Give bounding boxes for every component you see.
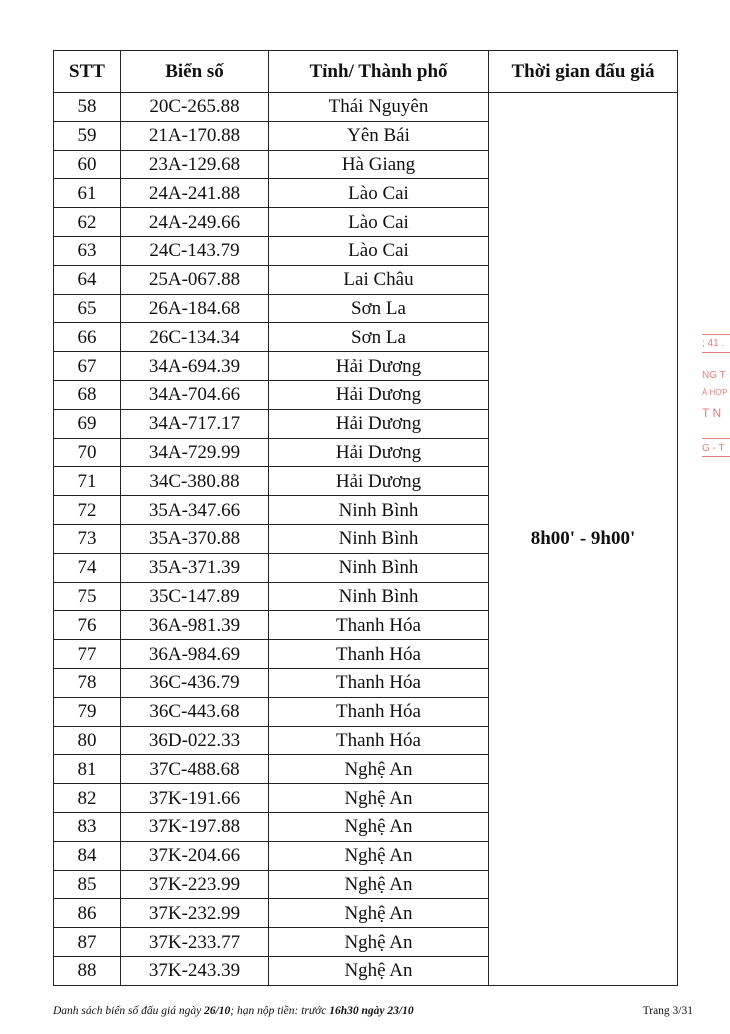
province-cell: Nghệ An (269, 755, 489, 784)
footer-note: Danh sách biển số đấu giá ngày 26/10; hạn nộp tiền: trước 16h30 ngày 23/10 (53, 1005, 414, 1017)
plate-number-cell: 24A-249.66 (121, 208, 269, 237)
province-cell: Nghệ An (269, 812, 489, 841)
province-cell: Lào Cai (269, 236, 489, 265)
province-cell: Nghệ An (269, 841, 489, 870)
red-stamp-fragment (702, 330, 730, 465)
stamp-line-2: NG T (702, 370, 726, 381)
stt-cell: 86 (54, 899, 121, 928)
plate-number-cell: 25A-067.88 (121, 265, 269, 294)
stt-cell: 81 (54, 755, 121, 784)
plate-number-cell: 34A-717.17 (121, 409, 269, 438)
province-cell: Thanh Hóa (269, 611, 489, 640)
plate-number-cell: 26A-184.68 (121, 294, 269, 323)
plate-number-cell: 37K-243.39 (121, 956, 269, 985)
stt-cell: 74 (54, 553, 121, 582)
plate-number-cell: 35A-371.39 (121, 553, 269, 582)
province-cell: Thái Nguyên (269, 93, 489, 122)
auction-date: 26/10 (204, 1005, 231, 1017)
page-number: Trang 3/31 (642, 1005, 693, 1017)
province-cell: Hải Dương (269, 352, 489, 381)
stt-cell: 63 (54, 236, 121, 265)
stt-cell: 59 (54, 121, 121, 150)
stt-cell: 70 (54, 438, 121, 467)
stamp-line-5: G - T (702, 443, 725, 454)
province-cell: Ninh Bình (269, 553, 489, 582)
table-row (54, 93, 678, 122)
plate-number-cell: 23A-129.68 (121, 150, 269, 179)
stt-cell: 85 (54, 870, 121, 899)
stamp-line-4: T N (702, 406, 722, 420)
auction-plates-table (53, 50, 678, 986)
header-province: Tỉnh/ Thành phố (269, 51, 489, 93)
stt-cell: 73 (54, 524, 121, 553)
plate-number-cell: 36A-981.39 (121, 611, 269, 640)
province-cell: Hải Dương (269, 380, 489, 409)
province-cell: Lai Châu (269, 265, 489, 294)
plate-number-cell: 36D-022.33 (121, 726, 269, 755)
province-cell: Thanh Hóa (269, 640, 489, 669)
province-cell: Nghệ An (269, 928, 489, 957)
stt-cell: 68 (54, 380, 121, 409)
stt-cell: 72 (54, 496, 121, 525)
plate-number-cell: 24A-241.88 (121, 179, 269, 208)
plate-number-cell: 37K-197.88 (121, 812, 269, 841)
province-cell: Thanh Hóa (269, 697, 489, 726)
stt-cell: 58 (54, 93, 121, 122)
header-plate-number: Biển số (121, 51, 269, 93)
stt-cell: 66 (54, 323, 121, 352)
stt-cell: 71 (54, 467, 121, 496)
stt-cell: 65 (54, 294, 121, 323)
stamp-line-1: ; 41 . (702, 338, 725, 349)
stamp-line-3: À HỢP (702, 388, 728, 397)
plate-number-cell: 34C-380.88 (121, 467, 269, 496)
stt-cell: 75 (54, 582, 121, 611)
plate-number-cell: 26C-134.34 (121, 323, 269, 352)
plate-number-cell: 37K-223.99 (121, 870, 269, 899)
plate-number-cell: 37K-233.77 (121, 928, 269, 957)
province-cell: Nghệ An (269, 870, 489, 899)
stt-cell: 80 (54, 726, 121, 755)
plate-number-cell: 35A-370.88 (121, 524, 269, 553)
stt-cell: 67 (54, 352, 121, 381)
province-cell: Ninh Bình (269, 496, 489, 525)
stt-cell: 64 (54, 265, 121, 294)
stt-cell: 69 (54, 409, 121, 438)
stt-cell: 83 (54, 812, 121, 841)
plate-number-cell: 20C-265.88 (121, 93, 269, 122)
plate-number-cell: 24C-143.79 (121, 236, 269, 265)
province-cell: Ninh Bình (269, 524, 489, 553)
stt-cell: 79 (54, 697, 121, 726)
plate-number-cell: 36A-984.69 (121, 640, 269, 669)
province-cell: Sơn La (269, 294, 489, 323)
plate-number-cell: 34A-704.66 (121, 380, 269, 409)
province-cell: Nghệ An (269, 784, 489, 813)
stt-cell: 77 (54, 640, 121, 669)
payment-deadline: 16h30 ngày 23/10 (329, 1005, 414, 1017)
stt-cell: 78 (54, 668, 121, 697)
plate-number-cell: 21A-170.88 (121, 121, 269, 150)
stt-cell: 61 (54, 179, 121, 208)
province-cell: Lào Cai (269, 208, 489, 237)
plate-number-cell: 37C-488.68 (121, 755, 269, 784)
plate-number-cell: 34A-694.39 (121, 352, 269, 381)
header-stt: STT (54, 51, 121, 93)
stt-cell: 62 (54, 208, 121, 237)
province-cell: Hải Dương (269, 409, 489, 438)
province-cell: Sơn La (269, 323, 489, 352)
province-cell: Hải Dương (269, 438, 489, 467)
plate-number-cell: 37K-204.66 (121, 841, 269, 870)
header-auction-time: Thời gian đấu giá (489, 51, 678, 93)
plate-number-cell: 34A-729.99 (121, 438, 269, 467)
plate-number-cell: 36C-436.79 (121, 668, 269, 697)
stt-cell: 87 (54, 928, 121, 957)
stt-cell: 76 (54, 611, 121, 640)
province-cell: Hà Giang (269, 150, 489, 179)
auction-time-cell: 8h00' - 9h00' (489, 93, 678, 986)
province-cell: Thanh Hóa (269, 668, 489, 697)
stt-cell: 88 (54, 956, 121, 985)
plate-number-cell: 37K-191.66 (121, 784, 269, 813)
province-cell: Ninh Bình (269, 582, 489, 611)
plate-number-cell: 36C-443.68 (121, 697, 269, 726)
stt-cell: 60 (54, 150, 121, 179)
plate-number-cell: 35C-147.89 (121, 582, 269, 611)
plate-number-cell: 35A-347.66 (121, 496, 269, 525)
table-header-row (54, 51, 678, 93)
plate-number-cell: 37K-232.99 (121, 899, 269, 928)
province-cell: Yên Bái (269, 121, 489, 150)
page-footer (53, 1005, 693, 1017)
province-cell: Nghệ An (269, 899, 489, 928)
province-cell: Lào Cai (269, 179, 489, 208)
province-cell: Thanh Hóa (269, 726, 489, 755)
province-cell: Hải Dương (269, 467, 489, 496)
stt-cell: 82 (54, 784, 121, 813)
stt-cell: 84 (54, 841, 121, 870)
province-cell: Nghệ An (269, 956, 489, 985)
